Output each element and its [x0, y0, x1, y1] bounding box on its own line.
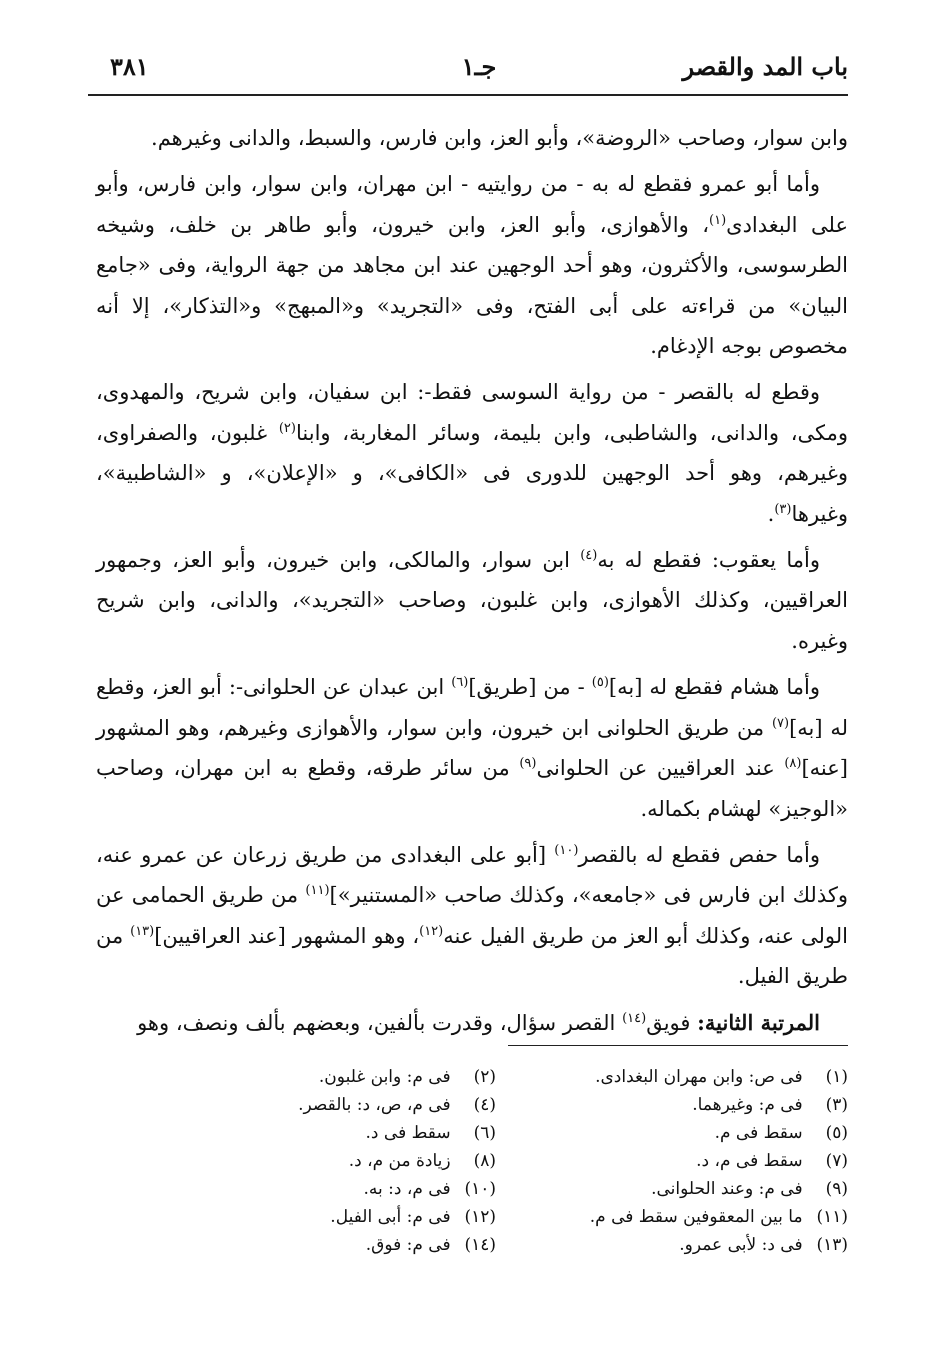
footnote-text: سقط فى م، د. [696, 1151, 803, 1171]
text-run: [أبو على البغدادى من طريق زرعان عن عمرو عنه، وكذلك ابن فارس فى «جامعه»، وكذلك صاحب «المستنير»] [96, 842, 848, 908]
paragraph-3 [96, 372, 848, 534]
footnote-item [508, 1119, 848, 1147]
text-run: . [767, 501, 775, 526]
footnote-ref: (٢) [278, 420, 296, 436]
footnote-item [156, 1063, 496, 1091]
footnote-number: (٦) [473, 1123, 496, 1143]
footnote-text: فى م، د: به. [363, 1179, 451, 1199]
main-text [96, 118, 848, 1049]
paragraph-5 [96, 667, 848, 829]
footnote-ref: (٥) [591, 675, 609, 691]
footnote-number: (٤) [473, 1095, 496, 1115]
footnote-number: (١١) [816, 1207, 848, 1227]
footnote-ref: (١١) [305, 883, 330, 899]
text-run: ، والأهوازى، وأبو العز، وابن خيرون، وأبو طاهر بن خلف، وشيخه الطرسوسى، والأكثرون، وهو أحد الوجهين عند ابن مجاهد من جهة الرواية، وفى «جامع البيان» من قراءته على أبى الفتح، وفى «التجريد» و«المبهج» و«التذكار»، إلا أنه مخصوص بوجه الإدغام. [96, 212, 848, 359]
footnote-ref: (٦) [451, 675, 469, 691]
paragraph-6 [96, 835, 848, 997]
footnote-rule [508, 1045, 848, 1046]
footnote-text: فى م: فوق. [365, 1235, 451, 1255]
footnote-ref: (١٢) [419, 923, 444, 939]
text-run: القصر سؤال، وقدرت بألفين، وبعضهم بألف ونصف، وهو [137, 1010, 623, 1035]
footnote-text: سقط فى م. [714, 1123, 803, 1143]
footnote-item [156, 1231, 496, 1259]
footnote-text: فى م: وابن غلبون. [318, 1067, 451, 1087]
footnote-ref: (١٠) [554, 842, 579, 858]
footnote-ref: (١٣) [130, 923, 155, 939]
text-run: وأما أبو عمرو فقطع له به - من روايتيه - ابن مهران، وابن سوار، وابن فارس، وأبو على البغدادى [96, 172, 848, 237]
text-run: - من [طريق] [468, 675, 592, 700]
footnotes [96, 1063, 848, 1259]
text-run: من طريق الحمامى عن الولى عنه، وكذلك أبو العز من طريق الفيل عنه [96, 883, 848, 948]
footnote-ref: (١٤) [622, 1010, 647, 1026]
footnote-item [156, 1091, 496, 1119]
footnote-number: (٢) [473, 1067, 496, 1087]
paragraph-2 [96, 164, 848, 366]
footnote-number: (٧) [825, 1151, 848, 1171]
text-run: وأما هشام فقطع له [به] [608, 675, 820, 700]
footnote-item [156, 1147, 496, 1175]
footnote-ref: (٧) [771, 715, 790, 731]
text-run: غلبون، والصفراوى، وغيرهم، وهو أحد الوجهين للدورى فى «الكافى»، و «الإعلان»، و «الشاطبية»، وغيرها [96, 420, 848, 526]
footnote-item [508, 1203, 848, 1231]
footnote-ref: (١) [709, 212, 727, 228]
text-run: وقطع له بالقصر - من رواية السوسى فقط-: ابن سفيان، وابن شريح، والمهدوى، ومكى، والدانى، والشاطبى، وابن بليمة، وسائر المغاربة، وابنا [96, 380, 848, 445]
text-run: فويق [646, 1010, 698, 1035]
footnote-item [508, 1063, 848, 1091]
footnote-text: ما بين المعقوفين سقط فى م. [589, 1207, 803, 1227]
footnote-ref: (٣) [774, 501, 792, 517]
text-run: عند العراقيين عن الحلوانى [536, 756, 785, 781]
footnote-text: فى م: وعند الحلوانى. [651, 1179, 803, 1199]
footnote-number: (١) [825, 1067, 848, 1087]
footnote-number: (٩) [825, 1179, 848, 1199]
footnote-number: (١٤) [464, 1235, 496, 1255]
running-header [110, 52, 848, 86]
footnote-ref: (٩) [519, 756, 537, 772]
header-rule [88, 94, 848, 96]
footnote-number: (٣) [825, 1095, 848, 1115]
text-run: من طريق الحلوانى ابن خيرون، وابن سوار، والأهوازى وغيرهم، وهو المشهور [عنه] [96, 715, 848, 781]
footnote-item [156, 1175, 496, 1203]
chapter-title: باب المد والقصر [682, 52, 848, 81]
text-run: ، وهو المشهور [عند العراقيين] [154, 923, 420, 948]
page-number: ٣٨١ [110, 52, 149, 81]
text-run: ابن عبدان عن الحلوانى-: أبو العز، وقطع له [به] [96, 675, 849, 740]
footnote-item [508, 1231, 848, 1259]
text-run: وأما حفص فقطع له بالقصر [578, 842, 820, 867]
volume-label: جـ١ [461, 52, 497, 81]
paragraph-1 [96, 118, 848, 158]
footnote-number: (٨) [473, 1151, 496, 1171]
footnote-number: (٥) [825, 1123, 848, 1143]
footnote-item [156, 1119, 496, 1147]
footnote-number: (١٣) [816, 1235, 848, 1255]
paragraph-4 [96, 540, 848, 661]
text-run: وابن سوار، وصاحب «الروضة»، وأبو العز، وابن فارس، والسبط، والدانى وغيرهم. [151, 126, 848, 150]
text-run: ابن سوار، والمالكى، وابن خيرون، وأبو العز، وجمهور العراقيين، وكذلك الأهوازى، وابن غلبون، وصاحب «التجريد»، والدانى، وابن شريح وغيره. [96, 548, 848, 653]
footnote-text: فى م: وغيرهما. [692, 1095, 803, 1115]
section-heading: المرتبة الثانية: [697, 1009, 820, 1035]
text-run: وأما يعقوب: فقطع له به [597, 548, 820, 573]
footnote-text: فى د: لأبى عمرو. [679, 1235, 803, 1255]
footnote-item [508, 1091, 848, 1119]
footnote-number: (١٢) [464, 1207, 496, 1227]
footnote-text: زيادة من م، د. [348, 1151, 451, 1171]
footnote-text: فى م، ص، د: بالقصر. [298, 1095, 451, 1115]
footnote-item [508, 1147, 848, 1175]
footnote-item [508, 1175, 848, 1203]
paragraph-7 [96, 1003, 848, 1043]
footnote-ref: (٤) [580, 548, 598, 564]
footnote-ref: (٨) [784, 756, 802, 772]
footnote-text: سقط فى د. [365, 1123, 451, 1143]
footnote-text: فى م: أبى الفيل. [330, 1207, 451, 1227]
footnote-text: فى ص: وابن مهران البغدادى. [595, 1067, 803, 1087]
text-run: من طريق الفيل. [96, 923, 848, 989]
footnote-item [156, 1203, 496, 1231]
footnote-number: (١٠) [464, 1179, 496, 1199]
text-run: من سائر طرقه، وقطع به ابن مهران، وصاحب «الوجيز» لهشام بكماله. [96, 756, 848, 821]
